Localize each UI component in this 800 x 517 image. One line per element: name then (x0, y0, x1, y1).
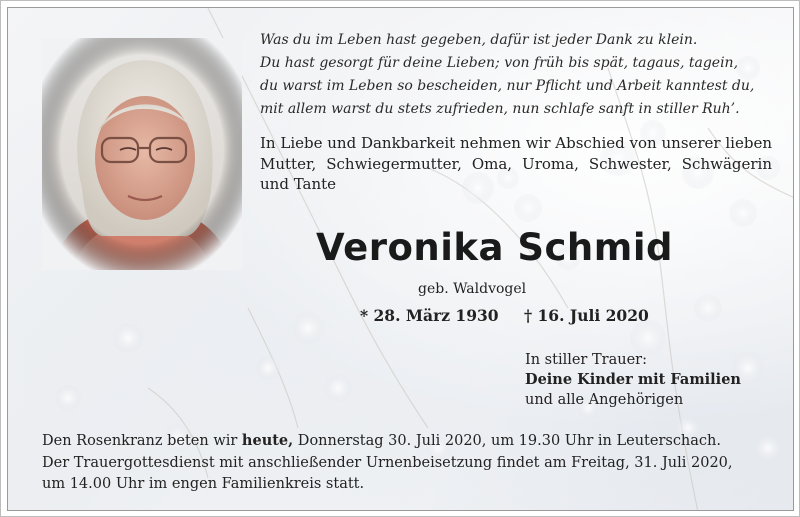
poem-line: Du hast gesorgt für deine Lieben; von früh bis spät, tagaus, tagein, (260, 55, 739, 71)
memorial-poem (260, 29, 775, 121)
mourners-relatives: und alle Angehörigen (525, 392, 684, 408)
poem-line: mit allem warst du stets zufrieden, nun schlafe sanft in stiller Ruh’. (260, 101, 740, 117)
obituary-card (7, 7, 794, 511)
mourners-family: Deine Kinder mit Familien (525, 371, 741, 388)
rosary-line: Den Rosenkranz beten wir heute, Donnerstag 30. Juli 2020, um 19.30 Uhr in Leuterschach. (42, 432, 721, 449)
portrait-photo (42, 38, 242, 270)
service-info (42, 430, 768, 496)
deceased-name: Veronika Schmid (316, 226, 673, 269)
maiden-name: geb. Waldvogel (418, 281, 527, 297)
birth-date: * 28. März 1930 (360, 306, 499, 325)
farewell-intro: In Liebe und Dankbarkeit nehmen wir Abschied von unserer lieben Mutter, Schwiegermutter, Oma, Uroma, Schwester, Schwägerin und Tante (260, 134, 772, 193)
mourners-block (525, 350, 741, 410)
mourners-intro: In stiller Trauer: (525, 352, 647, 368)
poem-line: Was du im Leben hast gegeben, dafür ist jeder Dank zu klein. (260, 32, 698, 48)
funeral-line: um 14.00 Uhr im engen Familienkreis statt. (42, 476, 365, 492)
funeral-line: Der Trauergottesdienst mit anschließender Urnenbeisetzung findet am Freitag, 31. Juli 2020, (42, 454, 733, 471)
poem-line: du warst im Leben so bescheiden, nur Pflicht und Arbeit kanntest du, (260, 78, 755, 94)
death-date: † 16. Juli 2020 (524, 306, 649, 325)
